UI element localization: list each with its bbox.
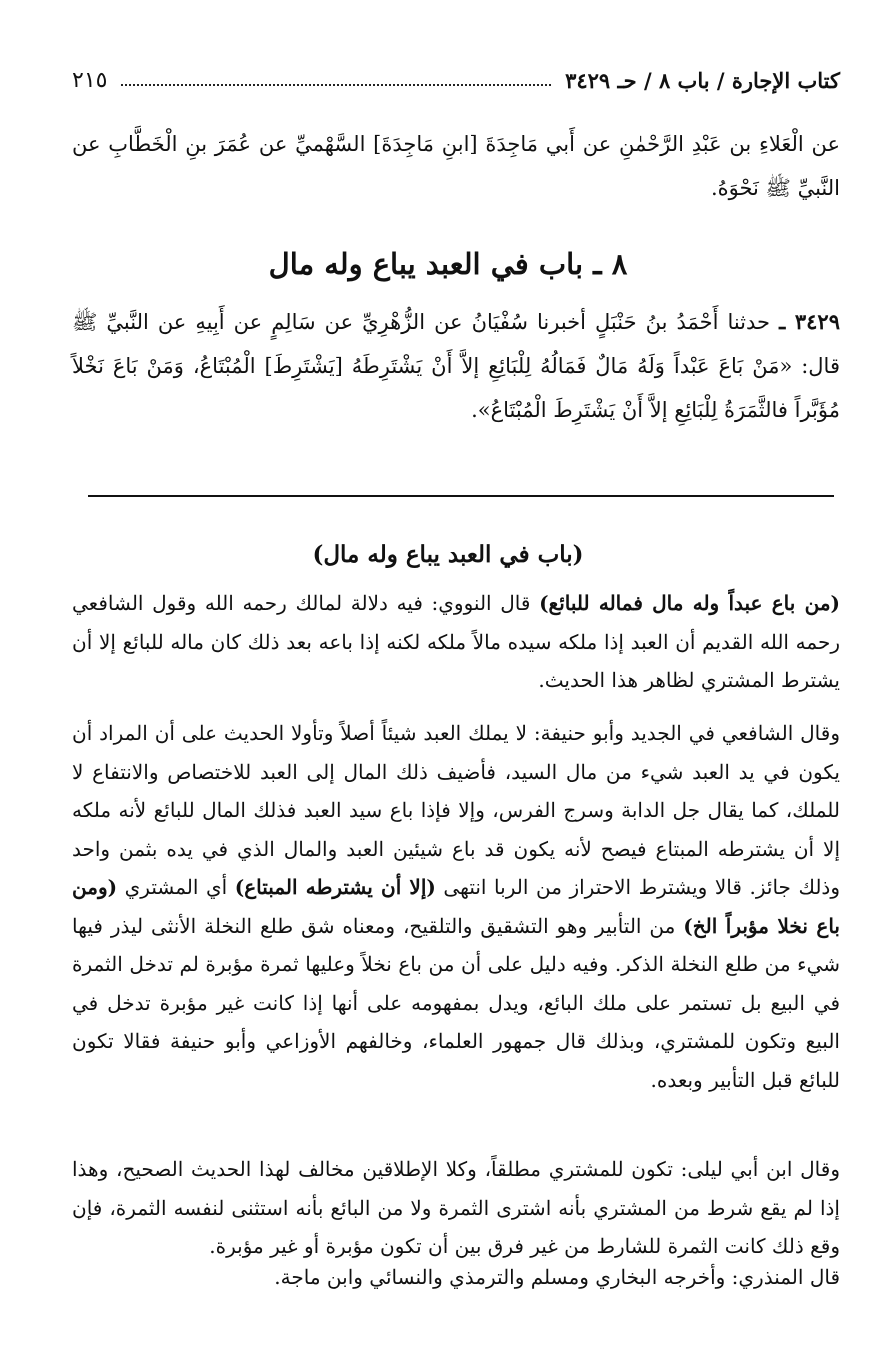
commentary-paragraph-1 xyxy=(72,584,840,700)
commentary-text: وقال ابن أبي ليلى: تكون للمشتري مطلقاً، وكلا الإطلاقين مخالف لهذا الحديث الصحيح، وهذا إذا لم يقع شرط من المشتري بأنه اشترى الثمرة ولا من البائع بأنه استثنى لنفسه الثمرة، فإن وقع ذلك كانت الثمرة للشارط من غير فرق بين أن تكون مؤبرة أو غير مؤبرة. xyxy=(72,1157,840,1258)
running-header xyxy=(72,60,840,100)
commentary-text: قال المنذري: وأخرجه البخاري ومسلم والترمذي والنسائي وابن ماجة. xyxy=(274,1265,840,1289)
commentary-text: أي المشتري xyxy=(117,875,235,899)
page-number: ٢١٥ xyxy=(72,67,108,93)
running-title: كتاب الإجارة / باب ٨ / حـ ٣٤٢٩ xyxy=(565,67,840,93)
commentary-quote: (من باع عبداً وله مال فماله للبائع) xyxy=(539,591,840,615)
commentary-text: وقال الشافعي في الجديد وأبو حنيفة: لا يملك العبد شيئاً أصلاً وتأولا الحديث على أن المراد أن يكون في يد العبد شيء من مال السيد، فأضيف ذلك المال إلى العبد للاختصاص والانتفاع لا للملك، كما يقال جل الدابة وسرج الفرس، وإلا فإذا باع سيد العبد فذلك المال للبائع لأنه ملكه إلا أن يشترطه المبتاع فيصح لأنه يكون قد باع شيئين العبد والمال الذي في يده بثمن واحد وذلك جائز. قالا ويشترط الاحتراز من الربا انتهى xyxy=(72,721,840,899)
intro-text: عن الْعَلاءِ بن عَبْدِ الرَّحْمٰنِ عن أَبي مَاجِدَةَ [ابنِ مَاجِدَةَ] السَّهْميِّ عن عُمَرَ بنِ الْخَطَّابِ عن النَّبيِّ ﷺ نَحْوَهُ. xyxy=(72,132,840,200)
hadith-paragraph xyxy=(72,300,840,432)
commentary-quote: (ومن باع نخلا مؤبراً الخ) xyxy=(72,875,841,938)
leader-dots xyxy=(121,84,551,86)
chapter-heading: ٨ ـ باب في العبد يباع وله مال xyxy=(268,247,628,281)
hadith-text: حدثنا أَحْمَدُ بنُ حَنْبَلٍ أخبرنا سُفْيَانُ عن الزُّهْرِيِّ عن سَالِمٍ عن أَبِيهِ عن النَّبيِّ ﷺ قال: «مَنْ بَاعَ عَبْداً وَلَهُ مَالٌ فَمَالُهُ لِلْبَائِعِ إلاَّ أَنْ يَشْتَرِطَهُ [يَشْتَرِطَ] الْمُبْتَاعُ، وَمَنْ بَاعَ نَخْلاً مُؤَبَّراً فالثَّمَرَةُ لِلْبَائِعِ إلاَّ أَنْ يَشْتَرِطَ الْمُبْتَاعُ». xyxy=(72,310,840,422)
commentary-text: من التأبير وهو التشقيق والتلقيح، ومعناه شق طلع النخلة الأنثى ليذر فيها شيء من طلع النخلة الذكر. وفيه دليل على أن من باع نخلاً وعليها ثمرة مؤبرة لم تدخل الثمرة في البيع بل تستمر على ملك البائع، ويدل بمفهومه على أنها إذا كانت غير مؤبرة تدخل في البيع وتكون للمشتري، وبذلك قال جمهور العلماء، وخالفهم الأوزاعي وأبو حنيفة فقالا تكون للبائع قبل التأبير وبعده. xyxy=(72,913,840,1092)
commentary-title: (باب في العبد يباع وله مال) xyxy=(312,541,584,568)
separator-rule xyxy=(88,495,834,497)
commentary-paragraph-2 xyxy=(72,714,840,1099)
intro-paragraph xyxy=(72,122,840,210)
commentary-paragraph-3 xyxy=(72,1150,840,1266)
commentary-quote: (إلا أن يشترطه المبتاع) xyxy=(234,875,436,899)
hadith-number: ٣٤٢٩ ـ xyxy=(779,309,840,334)
commentary-text: قال النووي: فيه دلالة لمالك رحمه الله وقول الشافعي رحمه الله القديم أن العبد إذا ملكه سيده مالاً ملكه لكنه إذا باعه بعد ذلك كان ماله للبائع إلا أن يشترط المشتري لظاهر هذا الحديث. xyxy=(72,591,840,692)
commentary-paragraph-4 xyxy=(72,1258,840,1297)
